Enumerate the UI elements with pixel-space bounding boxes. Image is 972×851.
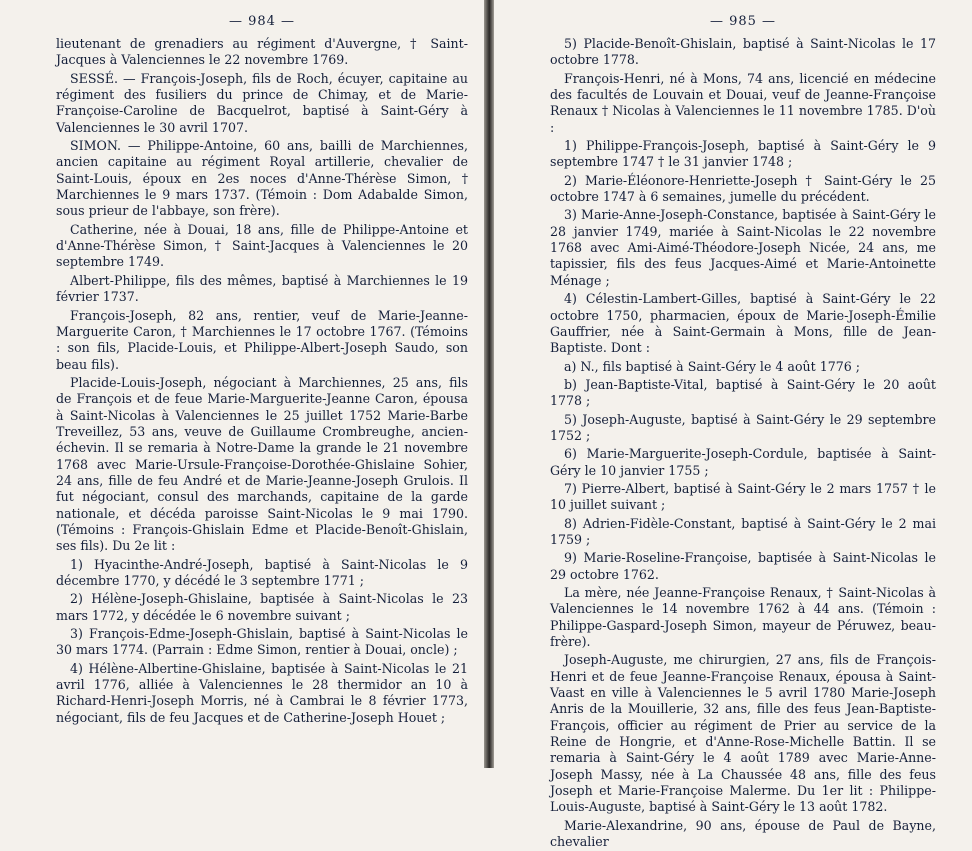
list-item: 1) Hyacinthe-André-Joseph, baptisé à Saint-Nicolas le 9 décembre 1770, y décédé le 3 septembre 1771 ; [56, 556, 468, 588]
paragraph: La mère, née Jeanne-Françoise Renaux, † Saint-Nicolas à Valenciennes le 14 novembre 1762 à 44 ans. (Témoin : Philippe-Gaspard-Joseph Simon, mayeur de Péruwez, beau-frère). [550, 585, 936, 650]
list-item: 2) Marie-Éléonore-Henriette-Joseph † Saint-Géry le 25 octobre 1747 à 6 semaines, jumelle du précédent. [550, 172, 936, 205]
paragraph: Albert-Philippe, fils des mêmes, baptisé à Marchiennes le 19 février 1737. [56, 272, 468, 305]
list-item: 1) Philippe-François-Joseph, baptisé à Saint-Géry le 9 septembre 1747 † le 31 janvier 1748 ; [550, 138, 936, 170]
paragraph: SIMON. — Philippe-Antoine, 60 ans, bailli de Marchiennes, ancien capitaine au régiment Royal artillerie, chevalier de Saint-Louis, époux en 2es noces d'Anne-Thérèse Simon, † Marchiennes le 9 mars 1737. (Témoin : Dom Adabalde Simon, sous prieur de l'abbaye, son frère). [56, 138, 468, 219]
paragraph: Catherine, née à Douai, 18 ans, fille de Philippe-Antoine et d'Anne-Thérèse Simon, † Saint-Jacques à Valenciennes le 20 septembre 1749. [56, 221, 468, 270]
right-text-body [550, 36, 936, 851]
paragraph: lieutenant de grenadiers au régiment d'Auvergne, † Saint-Jacques à Valenciennes le 22 novembre 1769. [56, 36, 468, 68]
list-item: 9) Marie-Roseline-Françoise, baptisée à Saint-Nicolas le 29 octobre 1762. [550, 550, 936, 582]
list-item: 6) Marie-Marguerite-Joseph-Cordule, baptisée à Saint-Géry le 10 janvier 1755 ; [550, 446, 936, 478]
page-number-right: — 985 — [709, 14, 777, 29]
list-item: 5) Placide-Benoît-Ghislain, baptisé à Saint-Nicolas le 17 octobre 1778. [550, 36, 936, 68]
paragraph: François-Henri, né à Mons, 74 ans, licencié en médecine des facultés de Louvain et Douai, veuf de Jeanne-Françoise Renaux † Nicolas à Valenciennes le 11 novembre 1785. D'où : [550, 70, 936, 135]
list-item: 4) Hélène-Albertine-Ghislaine, baptisée à Saint-Nicolas le 21 avril 1776, alliée à Valenciennes le 28 thermidor an 10 à Richard-Henri-Joseph Morris, né à Cambrai le 8 février 1773, négociant, fils de feu Jacques et de Catherine-Joseph Houet ; [56, 660, 468, 725]
list-item: 3) François-Edme-Joseph-Ghislain, baptisé à Saint-Nicolas le 30 mars 1774. (Parrain : Edme Simon, rentier à Douai, oncle) ; [56, 626, 468, 658]
left-page [0, 0, 486, 768]
paragraph: Placide-Louis-Joseph, négociant à Marchiennes, 25 ans, fils de François et de feue Marie-Marguerite-Jeanne Caron, épousa à Saint-Nicolas à Valenciennes le 25 juillet 1752 Marie-Barbe Treveillez, 53 ans, veuve de Guillaume Crombreughe, ancien-échevin. Il se remaria à Notre-Dame la grande le 21 novembre 1768 avec Marie-Ursule-Françoise-Dorothée-Ghislaine Sohier, 24 ans, fille de feu André et de Marie-Jeanne-Joseph Grulois. Il fut négociant, consul des marchands, capitaine de la garde nationale, et décéda paroisse Saint-Nicolas le 9 mai 1790. (Témoins : François-Ghislain Edme et Placide-Benoît-Ghislain, ses fils). Du 2e lit : [56, 374, 468, 554]
paragraph: Joseph-Auguste, me chirurgien, 27 ans, fils de François-Henri et de feue Jeanne-Françoise Renaux, épousa à Saint-Vaast en ville à Valenciennes le 5 avril 1780 Marie-Joseph Anris de la Mouillerie, 32 ans, fille des feus Jean-Baptiste-François, officier au régiment de Prier au service de la Reine de Hongrie, et d'Anne-Rose-Michelle Battin. Il se remaria à Saint-Géry le 4 août 1789 avec Marie-Anne-Joseph Massy, née à La Chaussée 48 ans, fille des feus Joseph et Marie-Françoise Malerme. Du 1er lit : Philippe-Louis-Auguste, baptisé à Saint-Géry le 13 août 1782. [550, 652, 936, 815]
paragraph: Marie-Alexandrine, 90 ans, épouse de Paul de Bayne, chevalier [550, 817, 936, 850]
list-item: b) Jean-Baptiste-Vital, baptisé à Saint-Géry le 20 août 1778 ; [550, 376, 936, 409]
list-item: 7) Pierre-Albert, baptisé à Saint-Géry le 2 mars 1757 † le 10 juillet suivant ; [550, 480, 936, 513]
list-item: 3) Marie-Anne-Joseph-Constance, baptisée à Saint-Géry le 28 janvier 1749, mariée à Saint-Nicolas le 22 novembre 1768 avec Ami-Aimé-Théodore-Joseph Nicée, 24 ans, me tapissier, fils des feus Jacques-Aimé et Marie-Antoinette Ménage ; [550, 207, 936, 288]
list-item: a) N., fils baptisé à Saint-Géry le 4 août 1776 ; [564, 358, 860, 374]
paragraph: SESSÉ. — François-Joseph, fils de Roch, écuyer, capitaine au régiment des fusiliers du prince de Chimay, et de Marie-Françoise-Caroline de Bacquelrot, baptisé à Saint-Géry à Valenciennes le 30 avril 1707. [56, 70, 468, 135]
page-number-left: — 984 — [228, 14, 296, 29]
list-item: 5) Joseph-Auguste, baptisé à Saint-Géry le 29 septembre 1752 ; [550, 411, 936, 443]
paragraph: François-Joseph, 82 ans, rentier, veuf de Marie-Jeanne-Marguerite Caron, † Marchiennes le 17 octobre 1767. (Témoins : son fils, Placide-Louis, et Philippe-Albert-Joseph Saudo, son beau fils). [56, 307, 468, 372]
list-item: 8) Adrien-Fidèle-Constant, baptisé à Saint-Géry le 2 mai 1759 ; [550, 515, 936, 547]
list-item: 4) Célestin-Lambert-Gilles, baptisé à Saint-Géry le 22 octobre 1750, pharmacien, époux de Marie-Joseph-Émilie Gauffrier, née à Saint-Germain à Mons, fille de Jean-Baptiste. Dont : [550, 291, 936, 356]
list-item: 2) Hélène-Joseph-Ghislaine, baptisée à Saint-Nicolas le 23 mars 1772, y décédée le 6 novembre suivant ; [56, 591, 468, 623]
right-page [492, 0, 972, 850]
left-text-body [56, 36, 468, 726]
